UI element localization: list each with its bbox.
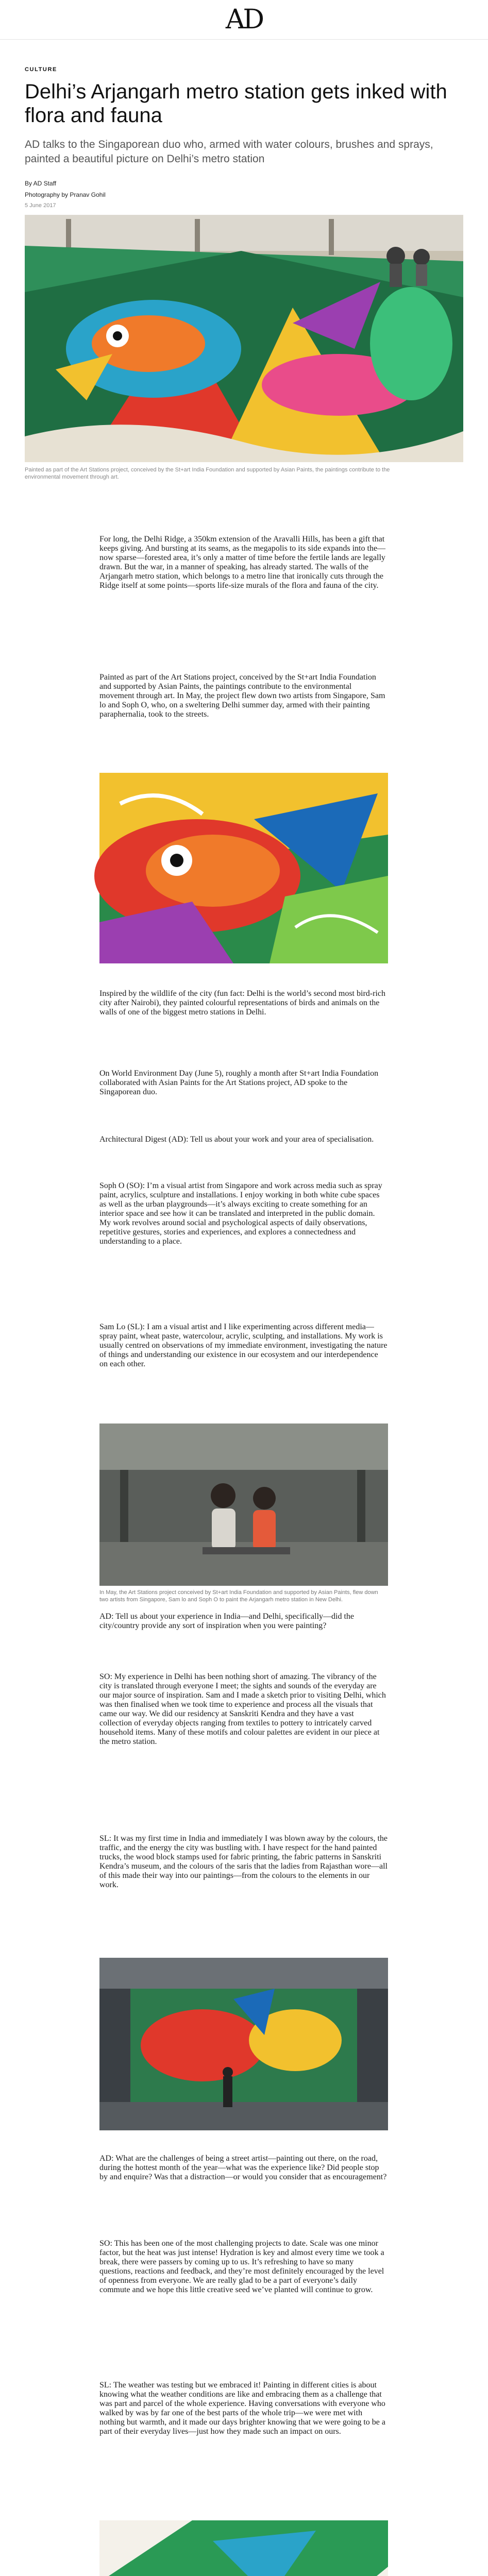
- hero-caption: Painted as part of the Art Stations project, conceived by the St+art India Foundation and supported by Asian Paints, the paintings contribute to the environmental movement through art.: [25, 467, 390, 480]
- paragraph-8: AD: Tell us about your experience in India—and Delhi, specifically—did the city/country provide any sort of inspiration when you were painting?: [99, 1612, 354, 1630]
- article-header: [0, 40, 488, 209]
- paragraph-10: SL: It was my first time in India and immediately I was blown away by the colours, the traffic, and the energy the city was bustling with. I have respect for the hand painted trucks, the wood block stamps used for fabric printing, the fabric patterns in Sanskriti Kendra’s museum, and the colours of the saris that the ladies from Rajasthan wore—all of this made their way into our paintings—from the colours to the elements in our work.: [99, 1834, 388, 1889]
- mural-detail-illustration: [99, 2520, 388, 2576]
- paragraph-9: SO: My experience in Delhi has been nothing short of amazing. The vibrancy of the city is translated through everyone I meet; the sights and sounds of the everyday are our major source of inspiration. Sam and I made a sketch prior to visiting Delhi, which was then finalised when we took time to experience and process all the visuals that came our way. We did our residency at Sanskriti Kendra and they have a vast collection of everyday objects ranging from textiles to pottery to intricately carved household items. Many of these motifs and colour palettes are evident in our piece at the metro station.: [99, 1672, 386, 1746]
- artists-photo-illustration: [99, 1423, 388, 1586]
- publish-date: 5 June 2017: [25, 202, 56, 209]
- dek: AD talks to the Singaporean duo who, armed with water colours, brushes and sprays, painted a beautiful picture on Delhi’s metro station: [25, 139, 433, 165]
- hero-mural-illustration: [25, 215, 463, 462]
- mural-detail-photo: [99, 2520, 388, 2576]
- paragraph-11: AD: What are the challenges of being a street artist—painting out there, on the road, during the hottest month of the year—what was the experience like? Did people stop by and enquire? Was that a distraction—or would you consider that as encouragement?: [99, 2154, 387, 2181]
- paragraph-13: SL: The weather was testing but we embraced it! Painting in different cities is about knowing what the weather conditions are like and embracing them as a challenge that was part and parcel of the whole experience. Having conversations with everyone who walked by was by far one of the best parts of the whole trip—we were met with nothing but warmth, and it made our days brighter knowing that we were going to be a part of their everyday lives—just how they made such an impact on ours.: [99, 2381, 385, 2436]
- hero-image: [25, 215, 463, 462]
- figure-caption-artists: In May, the Art Stations project conceived by St+art India Foundation and supported by Asian Paints, flew down two artists from Singapore, Sam lo and Soph O to paint the Arjangarh metro station in New Delhi.: [99, 1589, 378, 1603]
- station-mural-photo: [99, 1958, 388, 2130]
- paragraph-3: Inspired by the wildlife of the city (fun fact: Delhi is the world’s second most bird-rich city after Nairobi), they painted colourful representations of birds and animals on the walls of one of the biggest metro stations in Delhi.: [99, 989, 385, 1016]
- paragraph-6: Soph O (SO): I’m a visual artist from Singapore and work across media such as spray paint, acrylics, sculpture and installations. I enjoy working in both white cube spaces as well as the urban playgrounds—it’s always exciting to create something for an interior space and see how it can be translated and interpreted in the public domain. My work revolves around social and psychological aspects of daily observations, repetitive gestures, stories and experiences, and explores a connectedness and understanding to a place.: [99, 1181, 382, 1246]
- ad-logo[interactable]: AD: [225, 4, 263, 35]
- photo-credit: Photography by Pranav Gohil: [25, 191, 106, 198]
- paragraph-2: Painted as part of the Art Stations project, conceived by the St+art India Foundation and supported by Asian Paints, the paintings contribute to the environmental movement through art. In May, the project flew down two artists from Singapore, Sam lo and Soph O, who, on a sweltering Delhi summer day, armed with their painting paraphernalia, took to the streets.: [99, 673, 385, 719]
- category-label[interactable]: CULTURE: [25, 66, 57, 73]
- paragraph-7: Sam Lo (SL): I am a visual artist and I like experimenting across different media—spray paint, wheat paste, watercolour, acrylic, sculpting, and installations. My work is usually centred on observations of my immediate environment, investigating the nature of things and understanding our existence in our ecosystem and our interdependence on each other.: [99, 1323, 388, 1368]
- byline: By AD Staff: [25, 180, 57, 187]
- paragraph-4: On World Environment Day (June 5), roughly a month after St+art India Foundation collaborated with Asian Paints for the Art Stations project, AD spoke to the Singaporean duo.: [99, 1069, 379, 1096]
- masthead: [0, 0, 488, 40]
- headline: Delhi’s Arjangarh metro station gets inked with flora and fauna: [25, 80, 447, 127]
- paragraph-1: For long, the Delhi Ridge, a 350km extension of the Aravalli Hills, has been a gift that keeps giving. And bursting at its seams, as the megapolis to its side expands into the—now sparse—forested area, it’s only a matter of time before the fertile lands are legally drawn. But the war, in a manner of speaking, has already started. The walls of the Arjangarh metro station, which belongs to a metro line that ironically cuts through the Ridge itself at some points—sports life-size murals of the flora and fauna of the city.: [99, 535, 386, 590]
- mural-closeup-image: [99, 773, 388, 963]
- artists-photo: [99, 1423, 388, 1603]
- paragraph-12: SO: This has been one of the most challenging projects to date. Scale was one minor factor, but the heat was just intense! Hydration is key and almost every time we took a break, there were passers by coming up to us. It’s refreshing to have so many questions, reactions and feedback, and they’re most definitely encouraged by the level of openness from everyone. We are really glad to be a part of everyone’s daily commute and we hope this little creative seed we’ve planted will continue to grow.: [99, 2239, 384, 2294]
- mural-closeup-illustration: [99, 773, 388, 963]
- paragraph-5: Architectural Digest (AD): Tell us about your work and your area of specialisation.: [99, 1135, 374, 1144]
- station-mural-illustration: [99, 1958, 388, 2130]
